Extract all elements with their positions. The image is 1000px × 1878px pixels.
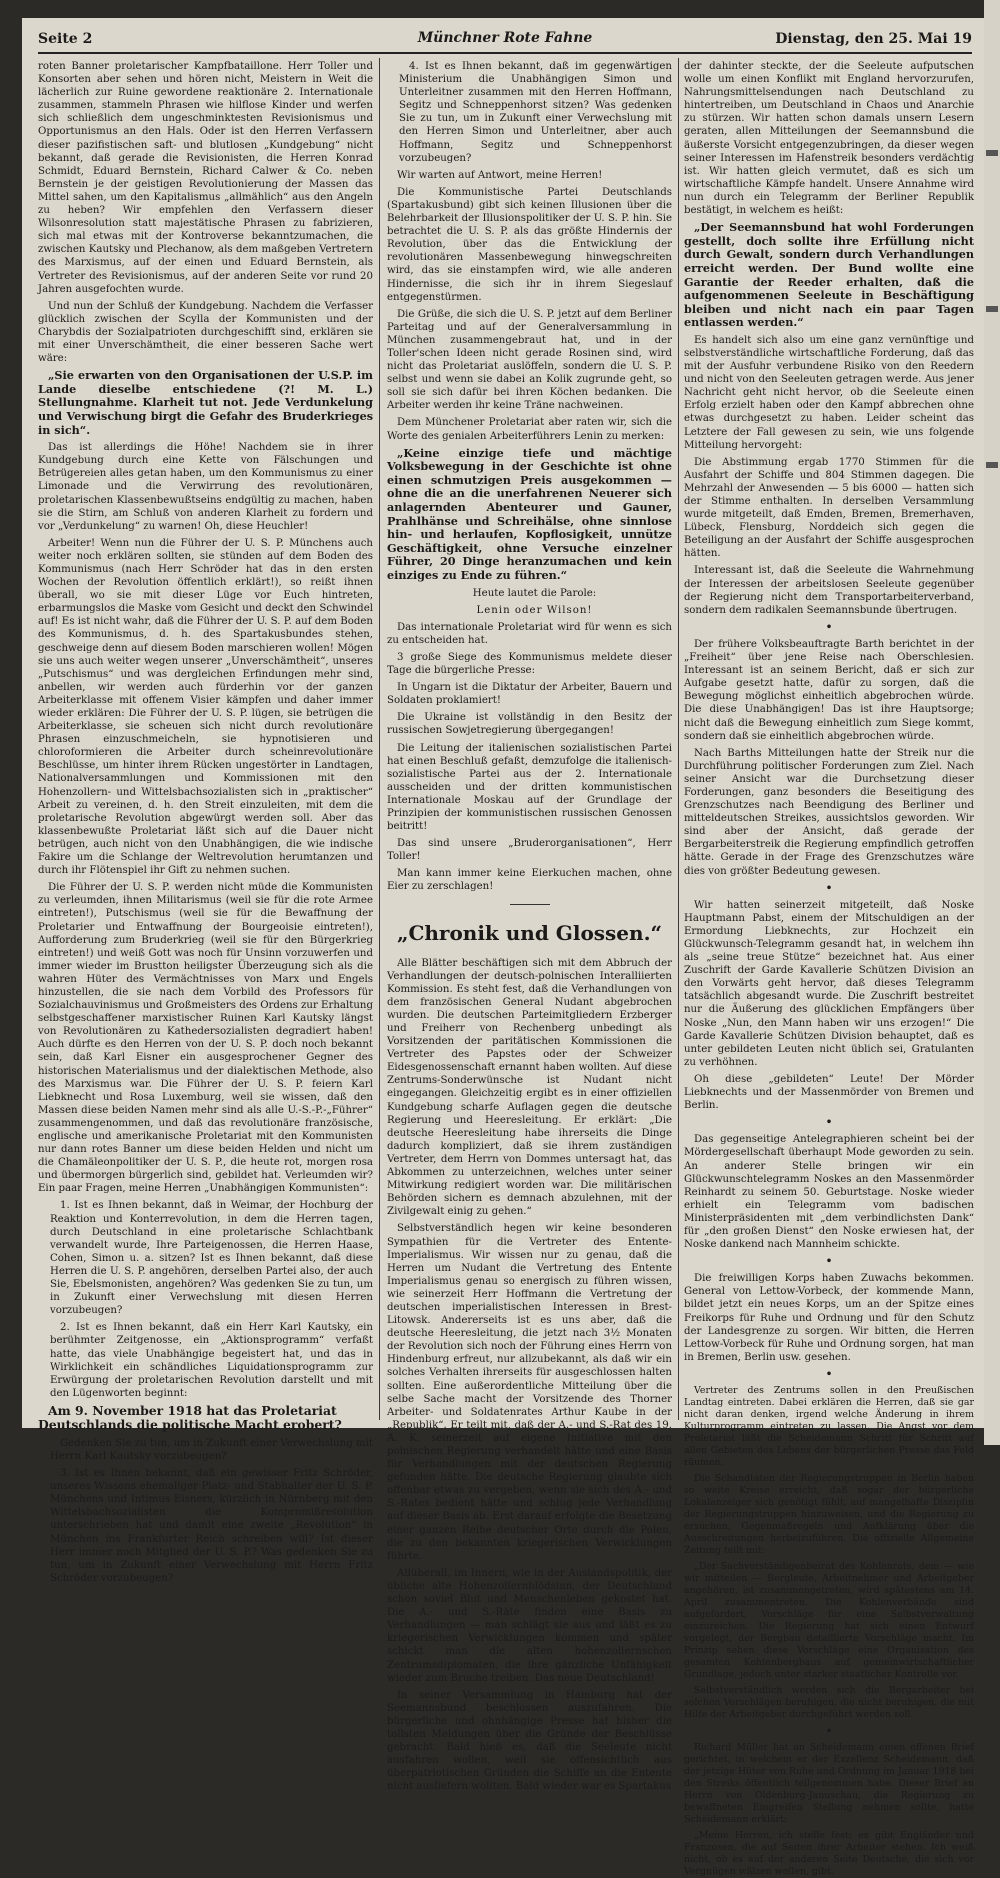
paragraph: der dahinter steckte, der die Seeleute aufputschen wolle um einen Konflikt mit England hervorzurufen, Nahrungsmittelsendungen nach Deutschland zu hintertreiben, um Deutschland in Chaos und Anarchie zu stürzen. Wir hatten schon damals unsern Lesern geraten, allen Mitteilungen der Seemannsbund die äußerste Vorsicht entgegenzubringen, da dieser wegen seiner Interessen im Hafenstreik besonders verdächtig ist. Wir hatten gleich vermutet, daß es sich um wirtschaftliche Kämpfe handelt. Unsere Annahme wird nun durch ein Telegramm der Berliner Republik bestätigt, in welchem es heißt:	[684, 61, 974, 217]
separator-dot: •	[825, 881, 833, 894]
page-header	[38, 28, 972, 54]
paragraph: Alle Blätter beschäftigen sich mit dem Abbruch der Verhandlungen der deutsch-polnischen Interalliierten Kommission. Es steht fest, daß die Verhandlungen von dem französischen General Nudant abgebrochen wurden. Die deutschen Parteimitgliedern Erzberger und Freiherr von Rechenberg unbedingt als Vorsitzenden der paritätischen Kommissionen die Vertreter des Papstes oder der Schweizer Eidesgenossenschaft ernannt haben wollten. Auf diese Zentrums-Sonderwünsche ist Nudant nicht eingegangen. Gleichzeitig ergibt es in einer offiziellen Kundgebung scharfe Auflagen gegen die deutsche Regierung und Heeresleitung. Er erklärt: „Die deutsche Heeresleitung habe ihrerseits die Dinge dadurch kompliziert, daß sie ihrem zuständigen Vertreter, dem Herrn von Dommes untersagt hat, das Abkommen zu unterzeichnen, welches unter seiner Mitwirkung redigiert worden war. Die militärischen Behörden sichern es demnach abzulehnen, mit der Zivilgewalt einig zu gehen.“	[387, 957, 672, 1218]
separator-dot: •	[825, 1255, 833, 1268]
separator-dot: •	[825, 620, 833, 633]
paragraph: Man kann immer keine Eierkuchen machen, ohne Eier zu zerschlagen!	[387, 868, 672, 893]
issue-date: Dienstag, den 25. Mai 19	[775, 31, 972, 47]
paragraph: Das internationale Proletariat wird für wenn es sich zu entscheiden hat.	[387, 621, 672, 646]
section-divider	[510, 904, 550, 905]
paragraph: Die Leitung der italienischen sozialistischen Partei hat einen Beschluß gefaßt, demzufolge die italienisch-sozialistische Partei aus der 2. Internationale ausscheiden und der dritten kommunistischen Internationale Moskau auf der Grundlage der Prinzipien der kommunistischen russischen Genossen beitritt!	[387, 742, 672, 833]
paragraph: Die Ukraine ist vollständig in den Besitz der russischen Sowjetregierung übergegangen!	[387, 712, 672, 737]
column-divider	[678, 58, 679, 1420]
paragraph: Oh diese „gebildeten“ Leute! Der Mörder Liebknechts und der Massenmörder von Bremen und Berlin.	[684, 1073, 974, 1112]
question-item: 1. Ist es Ihnen bekannt, daß in Weimar, der Hochburg der Reaktion und Konterrevolution, in dem die Herren tagen, durch Deutschland in eine proletarische Schlachtbank verwandelt wurde, Ihre Parteigenossen, die Herren Haase, Cohen, Simon u. a. sitzen? Ist es Ihnen bekannt, daß diese Herren die U. S. P. angehören, derselben Partei also, der auch Sie, Ebelsmonisten, angehören? Was gedenken Sie zu tun, um in Zukunft einer Verwechslung mit diesen Herren vorzubeugen?	[50, 1200, 373, 1317]
quote-block: „Sie erwarten von den Organisationen der U.S.P. im Lande dieselbe entschiedene (?! M. L.) Stellungnahme. Klarheit tut not. Jede Verdunkelung und Verwischung birgt die Gefahr des Bruderkrieges in sich“.	[38, 368, 373, 437]
paragraph: Selbstverständlich werden sich die Bergarbeiter bei solchen Vorschlägen beruhigen, die nicht beruhigen, die mit Hilfe der Arbeitgeber durchgeführt werden soll.	[684, 1685, 974, 1720]
paragraph: Wir warten auf Antwort, meine Herren!	[397, 169, 603, 181]
separator-dot: •	[825, 1116, 833, 1129]
paragraph: Das ist allerdings die Höhe! Nachdem sie in ihrer Kundgebung durch eine Kette von Fälschungen und Betrügereien alles getan haben, um den Kommunismus zu einer Limonade und die Verwirrung des revolutionären, proletarischen Klassenbewußtseins endgültig zu machen, haben sie die Stirn, am Schluß von anderen Klarheit zu fordern und vor „Verdunkelung“ zu warnen! Oh, diese Heuchler!	[38, 442, 373, 532]
paragraph: „Der Sachverständigenbeirat des Kohlenrats, dem — wie wir mitteilen — Bergleute, Arbeitnehmer und Arbeitgeber angehören, ist zusammengetreten, wird spätestens am 14. April zusammentreten. Die Kohlenverbände sind aufgefordert, Vorschläge für eine Selbstverwaltung einzureichen. Die Regierung hat sich einen Entwurf vorgelegt, der Bergbau detaillierte Vorschläge macht. Im Prinzip sehen diese Vorschläge eine Organisation des gesamten Kohlenbergbaus auf gemeinwirtschaftlicher Grundlage, jedoch unter starker staatlicher Kontrolle vor.	[684, 1561, 974, 1680]
column-divider	[379, 58, 380, 1420]
paragraph: Selbstverständlich hegen wir keine besonderen Sympathien für die Vertreter des Entente-Imperialismus. Wir wissen nur zu genau, daß die Herren um Nudant die Vertretung des Entente Imperialismus genau so energisch zu führen wissen, wie seinerzeit Herr Hoffmann die Vertretung der deutschen imperialistischen Interessen in Brest-Litowsk. Andererseits ist es uns aber, daß die deutsche Heeresleitung, die jetzt nach 3½ Monaten der Revolution sich noch der Führung eines Herrn von Hindenburg erfreut, nur allzubekannt, als daß wir ein solches Verhalten ihrerseits für ausgeschlossen halten sollten. Eine außerordentliche Mitteilung über die selbe Sache macht der Vorsitzende des Thorner Arbeiter- und Soldatenrates Arthur Kaube in der „Republik“. Er teilt mit, daß der A.- und S.-Rat des 19. A. K. seinerzeit auf eigene Initiative mit den polnischen Regierung verhandelt hätte und eine Basis für Verhandlungen mit der deutschen Regierung gefunden hätte. Die deutsche Regierung glaubte sich offenbar etwas zu vergeben, wenn sie sich des A.- und S.-Rates bedient hätte und schlug jede Verhandlung auf dieser Basis ab. Erst darauf erfolgte die Besetzung einer ganzen Reihe deutscher Orte durch die Polen, die zu den bekannten kriegerischen Verwicklungen führte.	[387, 1223, 672, 1562]
paragraph: Die Abstimmung ergab 1770 Stimmen für die Ausfahrt der Schiffe und 804 Stimmen dagegen. Die Mehrzahl der Anwesenden — 5 bis 6000 — hatten sich der Stimme enthalten. In derselben Versammlung wurde mitgeteilt, daß Emden, Bremen, Bremerhaven, Lübeck, Flensburg, Norddeich sich gegen die Beteiligung an der Ausfahrt der Schiffe ausgesprochen hätten.	[684, 456, 974, 560]
section-title: „Chronik und Glossen.“	[396, 920, 663, 945]
parole-line: Heute lautet die Parole:	[472, 587, 597, 599]
paragraph: Das sind unsere „Bruderorganisationen“, Herr Toller!	[387, 838, 672, 863]
bold-headline: Am 9. November 1918 hat das Proletariat Deutschlands die politische Macht erobert?	[38, 1402, 342, 1433]
column-1	[38, 60, 373, 1584]
paragraph: Vertreter des Zentrums sollen in den Preußischen Landtag eintreten. Dabei erklären die Herren, daß sie gar nicht daran denken, irgend welche Änderung in ihrem Kulturprogramm eintreten zu lassen. Die Angst vor dem Proletariat läßt die Scheidemann Schritt für Schritt auf allen Gebieten des Lebens der bürgerlichen Presse das Feld räumen.	[684, 1385, 974, 1468]
paragraph: Richard Müller hat an Scheidemann einen offenen Brief gerichtet, in welchem er der Exzellenz Scheidemann, daß der jetzige Hüter von Ruhe und Ordnung im Januar 1918 bei den Streiks öffentlich teilgenommen habe. Dieser Brief an Herrn von Oldenburg-Januschau, die Regierung zu bewaffneten Eingreifen Stellung nehmen sollte, hatte Scheidemann erklärt:	[684, 1742, 974, 1826]
paragraph: 3 große Siege des Kommunismus meldete dieser Tage die bürgerliche Presse:	[387, 651, 672, 677]
paragraph: Allüberall, im Innern, wie in der Auslandspolitik, der übliche alte Hohenzollernblödsinn, der Deutschland schon soviel Blut und Menschenleben gekostet hat. Die A.- und S.-Räte finden eine Basis zu Verhandlungen — man schlägt sie aus und läßt es zu kriegerischen Verwicklungen kommen und später schickt man die alten hohenzollernschen Zentrumsdiplomaten, die ihre gänzliche Unfähigkeit wieder zum Bruche treiben. Das neue Deutschland!	[387, 1567, 672, 1684]
paragraph: In seiner Versammlung in Hamburg hat der Seemannsbund beschlossen auszufahren. Die bürgerliche und ohnhängige Presse hat bisher die tollsten Meldungen über die Gründe der Beschlüsse gebracht. Bald hieß es, daß die Seeleute nicht ausfahren wollen, weil sie offensichtlich aus überpatriotischen Gründen die Schiffe an die Entente nicht ausliefern wollten. Bald wieder war es Spartakus	[387, 1689, 672, 1793]
paragraph: Die Grüße, die sich die U. S. P. jetzt auf dem Berliner Parteitag und auf der Generalversammlung in München zusammengebraut hat, und in der Toller'schen Ideen nicht gerade Rosinen sind, wird nicht das Proletariat auslöffeln, sondern die U. S. P. selbst und wenn sie dabei an Kolik zugrunde geht, so soll sie sich dafür bei ihren Köchen bedanken. Die Arbeiter werden ihr keine Träne nachweinen.	[387, 308, 672, 412]
paragraph: Nach Barths Mitteilungen hatte der Streik nur die Durchführung politischer Forderungen zum Ziel. Nach seiner Ansicht war die Durchsetzung dieser Forderungen, ganz besonders die Beseitigung des Grenzschutzes nach Beendigung des Berliner und mitteldeutschen Streikes, aussichtslos geworden. Wir sind aber der Ansicht, daß gerade der Bergarbeiterstreik die Regierung empfindlich getroffen hätte. Gerade in der Frage des Grenzschutzes wäre dies von größter Bedeutung gewesen.	[684, 747, 974, 877]
column-2	[387, 60, 672, 1793]
paragraph: „Meine Herren, ich stelle fest: es gibt Engländer und Franzosen, die auf Seiten ihrer Arbeiter stehen. Ich weiß nicht, ob es auf der anderen Seite Deutsche, die sich vor Vergnügen wälzen wollen, gibt.	[684, 1830, 974, 1878]
paragraph: In Ungarn ist die Diktatur der Arbeiter, Bauern und Soldaten proklamiert!	[387, 682, 672, 707]
paragraph: roten Banner proletarischer Kampfbataillone. Herr Toller und Konsorten aber sehen und hören nicht, Meistern in Weit die lächerlich zur Ruine gewordene reaktionäre 2. Internationale zusammen, stammeln Phrasen wie hilflose Kinder und werfen sich schließlich dem ungeschminktesten Revisionismus und Opportunismus an den Hals. Oder ist den Herren Verfassern dieser pazifistischen saft- und blutlosen „Kundgebung“ nicht bekannt, daß gerade die Revisionisten, die Herren Konrad Schmidt, Eduard Bernstein, Richard Calwer & Co. neben Bernstein je der geistigen Revolutionierung der Massen das Mittel sahen, um den Kapitalismus „allmählich“ aus den Angeln zu heben? Wir empfehlen den Verfassern dieser Wilsonresolution statt majestätische Phrasen zu fabrizieren, sich mal etwas mit der Kontroverse bekanntzumachen, die zwischen Kautsky und Plechanow, als dem maßgeben Vertretern des Marxismus, auf der einen und Eduard Bernstein, als Vertreter des Revisionismus, auf der anderen Seite vor rund 20 Jahren ausgefochten wurde.	[38, 61, 373, 295]
newspaper-page	[22, 18, 984, 1878]
lenin-quote: „Keine einzige tiefe und mächtige Volksbewegung in der Geschichte ist ohne einen schmutzigen Preis ausgekommen — ohne die an die unerfahrenen Neuerer sich anlagernden Abenteurer und Gauner, Prahlhänse und Schreihälse, ohne sinnlose hin- und herlaufen, Kopflosigkeit, unnütze Geschäftigkeit, ohne Versuche einzelner Führer, 20 Dinge heranzumachen und kein einziges zu Ende zu führen.“	[387, 445, 672, 582]
paragraph: Die Führer der U. S. P. werden nicht müde die Kommunisten zu verleumden, ihnen Militarismus (weil sie für die rote Armee eintreten!), Putschismus (weil sie für die Bewaffnung der Proletarier und Entwaffnung der Bourgeoisie eintreten!), Aufforderung zum Bruderkrieg (weil sie für den Bürgerkrieg eintreten!) und weiß Gott was noch für Unsinn vorzuwerfen und immer wieder im Brustton heiligster Überzeugung sich als die wahren Hüter des Vermächtnisses von Marx und Engels hinzustellen, die sie nach dem Vorbild des Professors für Sozialchauvinismus und Großmeisters des Ordens zur Erhaltung selbstgeschaffener marxistischer Ruinen Karl Kautsky längst von Revolutionären zu Kathedersozialisten degradiert haben! Auch dürfte es den Herren von der U. S. P. doch noch bekannt sein, daß Karl Eisner ein ausgesprochener Gegner des historischen Materialismus und der dialektischen Methode, also des Marxismus war. Die Führer der U. S. P. feiern Karl Liebknecht und Rosa Luxemburg, weil sie wissen, daß den Massen diese beiden Namen mehr sind als alle U.-S.-P.-„Führer“ zusammengenommen, und daß das revolutionäre französische, englische und amerikanische Proletariat mit den Kommunisten nur dann rotes Banner um diese beiden Helden und nicht um die Chamäleonpolitiker der U. S. P., die heute rot, morgen rosa und übermorgen bürgerlich sind, gebildet hat. Verleumden wir? Ein paar Fragen, meine Herren „Unabhängigen Kommunisten“:	[38, 882, 373, 1195]
adjacent-page-edge	[984, 0, 1000, 1445]
paragraph: Interessant ist, daß die Seeleute die Wahrnehmung der Interessen der arbeitslosen Seeleute gegenüber der Regierung nicht dem Transportarbeiterverband, sondern dem radikalen Seemannsbunde übertrugen.	[684, 565, 974, 616]
paragraph: Die freiwilligen Korps haben Zuwachs bekommen. General von Lettow-Vorbeck, der kommende Mann, bildet jetzt ein neues Korps, um an der Spitze eines Freikorps für Ruhe und Ordnung und für den Schutz der Landesgrenze zu sorgen. Wir bitten, die Herren Lettow-Vorbeck für Ruhe und Ordnung sorgen, hat man in Bremen, Berlin usw. gesehen.	[684, 1273, 974, 1363]
question-item: 4. Ist es Ihnen bekannt, daß im gegenwärtigen Ministerium die Unabhängigen Simon und Unterleitner zusammen mit den Herren Hoffmann, Segitz und Schneppenhorst sitzen? Was gedenken Sie zu tun, um in Zukunft einer Verwechslung mit den Herren Simon und Unterleitner, aber auch Hoffmann, Segitz und Schneppenhorst vorzubeugen?	[399, 61, 672, 164]
paragraph: Und nun der Schluß der Kundgebung. Nachdem die Verfasser glücklich zwischen der Scylla der Kommunisten und der Charybdis der Sozialpatrioten durchgeschifft sind, erklären sie mit einer Unverschämtheit, die einer besseren Sache wert wäre:	[38, 300, 373, 365]
parole-slogan: Lenin oder Wilson!	[476, 604, 593, 616]
paragraph: Der frühere Volksbeauftragte Barth berichtet in der „Freiheit“ über jene Reise nach Oberschlesien. Interessant ist an seinem Bericht, daß er sich zur Aufgabe gesetzt hatte, dafür zu sorgen, daß die Bewegung möglichst einheitlich abgebrochen würde. Die diese Unabhängigen! Das ist ihre Hauptsorge; nicht daß die Bewegung einheitlich zum Siege kommt, sondern daß sie einheitlich abgebrochen würde.	[684, 638, 974, 742]
column-3	[684, 60, 974, 1878]
separator-dot: •	[825, 1725, 833, 1737]
separator-dot: •	[825, 1367, 833, 1380]
paragraph: Dem Münchener Proletariat aber raten wir, sich die Worte des genialen Arbeiterführers Lenin zu merken:	[387, 417, 672, 442]
newspaper-title: Münchner Rote Fahne	[417, 30, 593, 46]
question-item: 2. Ist es Ihnen bekannt, daß ein Herr Karl Kautsky, ein berühmter Zeitgenosse, ein „Aktionsprogramm“ verfaßt hatte, das viele Unabhängige begeistert hat, und das in Wirklichkeit ein schändliches Liquidationsprogramm zur Erwürgung der proletarischen Revolution darstellt und mit den Lügenworten beginnt:	[50, 1322, 373, 1399]
paragraph: Die Schandtaten der Regierungstruppen in Berlin haben so weite Kreise erreicht, daß sogar der bürgerliche Lokalanzeiger sich genötigt fühlt, auf mangelhafte Disziplin der Regierungstruppen hinzuweisen, und die Regierung zu ersuchen, Gegenmaßregeln und Aufklärung über die Ausschreitungen herbeizuführen. Die offizielle Allgemeine Zeitung teilt mit:	[684, 1473, 974, 1556]
quote-block: „Der Seemannsbund hat wohl Forderungen gestellt, doch sollte ihre Erfüllung nicht durch Gewalt, sondern durch Verhandlungen erreicht werden. Der Bund wollte eine Garantie der Reeder erhalten, daß die aufgenommenen Seeleute in Beschäftigung bleiben und nicht nach ein paar Tagen entlassen werden.“	[684, 220, 974, 330]
paragraph: Das gegenseitige Antelegraphieren scheint bei der Mördergesellschaft überhaupt Mode geworden zu sein. An anderer Stelle bringen wir ein Glückwunschtelegramm Noskes an den Massenmörder Reinhardt zu seinem 50. Geburtstage. Noske wieder erhielt ein Telegramm vom badischen Ministerpräsidenten mit „dem verbindlichsten Dank“ für „den großen Dienst“ den Noske erwiesen hat, der Noske dankend nach Mannheim schickte.	[684, 1134, 974, 1251]
page-number: Seite 2	[38, 31, 93, 47]
question-item: 3. Ist es Ihnen bekannt, daß ein gewisser Fritz Schröder, unseres Wissens ehemaliger Platz- und Stabhalter der U. S. P. Münchens und Intimus Eisners, kürzlich in Nürnberg mit den Wittelsbachsozialisten die Kompromißresolution unterschrieben hat und damit eine zweite „Revolution“ in München ins Frankfurter Reich schreiben will? Ist dieser Herr immer noch Mitglied der U. S. P.? Was gedenken Sie zu tun, um in Zukunft einer Verwechslung mit Herrn Fritz Schröder vorzubeugen?	[50, 1468, 373, 1584]
paragraph: Die Kommunistische Partei Deutschlands (Spartakusbund) gibt sich keinen Illusionen über die Belehrbarkeit der Illusionspolitiker der U. S. P. hin. Sie betrachtet die U. S. P. als das größte Hindernis der Revolution, über das die Entwicklung der revolutionären Massenbewegung hinwegschreiten wird, das sie einstampfen wird, wie alle anderen Hindernisse, die sich ihr in ihrem Siegeslauf entgegenstürmen.	[387, 186, 672, 303]
paragraph: Arbeiter! Wenn nun die Führer der U. S. P. Münchens auch weiter noch erklären sollten, sie stünden auf dem Boden des Kommunismus (nach Herr Schröder hat das in den ersten Wochen der Revolution öffentlich erklärt!), so reißt ihnen überall, wo sie mit dieser Lüge vor Euch hintreten, erbarmungslos die Maske vom Gesicht und deckt den Schwindel auf! Es ist nicht wahr, daß die Führer der U. S. P. auf dem Boden des Kommunismus, d. h. des Spartakusbundes stehen, geschweige denn auf diesem Boden marschieren wollen! Mögen sie uns auch weiter wegen unserer „Unverschämtheit“, unseres „Putschismus“ und was dergleichen Erfindungen mehr sind, anbellen, wir werden auch fürderhin vor der ganzen Arbeiterklasse mit offenem Visier kämpfen und daher immer wieder erklären: Die Führer der U. S. P. lügen, sie betrügen die Arbeiterklasse, sie scheuen sich nicht durch revolutionäre Phrasen einzuschmeicheln, sie hypnotisieren und chloroformieren die Arbeiter durch scheinrevolutionäre Beschlüsse, um hinter ihrem Rücken ungestörter in Landtagen, Nationalversammlungen und Kommissionen mit den Hohenzollern- und Wittelsbachsozialisten sich in „praktischer“ Arbeit zu vereinen, d. h. den Streit einzuleiten, mit dem die proletarische Revolution abgewürgt werden soll. Aber das klassenbewußte Proletariat läßt sich auf die Dauer nicht betrügen, auch nicht von den Unabhängigen, die wie indische Fakire um die Schlange der Weltrevolution herumtanzen und durch ihr Flötenspiel ihr Gift zu nehmen suchen.	[38, 537, 373, 877]
paragraph: Wir hatten seinerzeit mitgeteilt, daß Noske Hauptmann Pabst, einem der Mitschuldigen an der Ermordung Liebknechts, zur Hochzeit ein Glückwunsch-Telegramm gesandt hat, in welchem ihn als „seine treue Stütze“ bezeichnet hat. Aus einer Zuschrift der Garde Kavallerie Schützen Division an den Vorwärts geht hervor, daß dieses Telegramm tatsächlich abgesandt wurde. Die Zuschrift bestreitet nur die Äußerung des glücklichen Empfängers über Noske „Nun, den Mann haben wir uns erzogen!“ Die Garde Kavallerie Schützen Division behauptet, daß es unter gebildeten Leuten nicht üblich sei, Gratulanten zu verhöhnen.	[684, 899, 974, 1068]
paragraph: Es handelt sich also um eine ganz vernünftige und selbstverständliche wirtschaftliche Forderung, daß das mit der Ausfuhr verbundene Risiko von den Reedern und nicht von den Seeleuten getragen werde. Aus jener Nachricht geht nicht hervor, ob die Seeleute einen Erfolg erzielt haben oder den Kampf abbrechen ohne etwas durchgesetzt zu haben. Leider scheint das Letztere der Fall gewesen zu sein, wie uns folgende Mitteilung hervorgeht:	[684, 334, 974, 451]
question-item: Gedenken Sie zu tun, um in Zukunft einer Verwechslung mit Herrn Karl Kautsky vorzubeugen?	[50, 1437, 373, 1462]
